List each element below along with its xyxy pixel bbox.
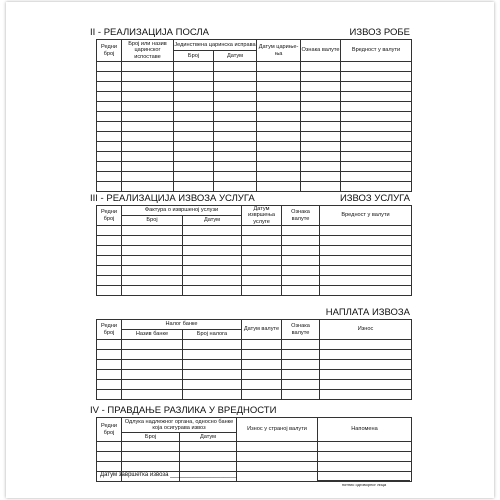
table-row — [97, 182, 412, 192]
header-clearance-date: Датум царињења — [257, 40, 301, 62]
table-row — [97, 162, 412, 172]
table-row — [97, 226, 412, 236]
table-row — [97, 462, 412, 472]
table-row — [97, 236, 412, 246]
table-row — [97, 246, 412, 256]
header-rb: Редни број — [97, 320, 122, 340]
table-row — [97, 102, 412, 112]
table-row — [97, 276, 412, 286]
table-row — [97, 360, 412, 370]
header-value: Вредност у валути — [320, 206, 412, 226]
table-row — [97, 442, 412, 452]
table-row — [97, 172, 412, 182]
table-row — [97, 112, 412, 122]
header-bank-name: Назив банке — [122, 330, 183, 340]
export-payment-table — [96, 319, 412, 400]
section-3-right-title: ИЗВОЗ УСЛУГА — [339, 193, 410, 204]
header-invoice-date: Датум — [183, 216, 242, 226]
header-currency-code: Ознака валуте — [282, 206, 320, 226]
table-row — [97, 152, 412, 162]
header-invoice-number: Број — [122, 216, 183, 226]
table-row — [97, 286, 412, 296]
header-doc-number: Број — [174, 51, 214, 62]
table-row — [97, 452, 412, 462]
services-export-table — [96, 205, 412, 296]
completion-date-label: Датум завршетка извоза ____________________ — [100, 472, 237, 478]
header-foreign-amount: Износ у страној валути — [237, 418, 318, 442]
header-order-number: Број налога — [183, 330, 242, 340]
header-value-date: Датум валуте — [242, 320, 282, 340]
header-rb: Редни број — [97, 40, 122, 62]
goods-export-rows — [97, 62, 412, 192]
header-note: Напомена — [318, 418, 412, 442]
header-customs-office: Број или назив царинског испоставе — [122, 40, 174, 62]
header-bank-order: Налог банке — [122, 320, 242, 330]
table-row — [97, 72, 412, 82]
table-row — [97, 122, 412, 132]
table-row — [97, 142, 412, 152]
services-export-rows — [97, 226, 412, 296]
header-customs-doc: Јединствена царинска исправа — [174, 40, 257, 51]
table-row — [97, 370, 412, 380]
table-row — [97, 256, 412, 266]
header-rb: Редни број — [97, 206, 122, 226]
form-page — [6, 2, 494, 498]
header-decision-number: Број — [122, 433, 180, 442]
header-currency-code: Ознака валуте — [282, 320, 320, 340]
header-amount: Износ — [320, 320, 412, 340]
table-row — [97, 350, 412, 360]
completion-date-line[interactable]: ____________________ — [170, 472, 237, 478]
header-decision: Одлука надлежног органа, односно банке која осигурава извоз — [122, 418, 237, 433]
header-value: Вредност у валути — [341, 40, 412, 62]
table-row — [97, 92, 412, 102]
table-row — [97, 82, 412, 92]
table-row — [97, 266, 412, 276]
section-2-right-title: ИЗВОЗ РОБЕ — [349, 27, 410, 38]
signature-line[interactable] — [318, 480, 410, 481]
table-row — [97, 62, 412, 72]
section-2-title: II - РЕАЛИЗАЦИЈА ПОСЛА — [90, 27, 209, 38]
table-row — [97, 340, 412, 350]
goods-export-table — [96, 39, 412, 192]
table-row — [97, 390, 412, 400]
header-decision-date: Датум — [180, 433, 237, 442]
header-doc-date: Датум — [214, 51, 257, 62]
header-invoice: Фактура о извршеној услузи — [122, 206, 242, 216]
signature-label: потпис одговорног лица — [341, 482, 387, 487]
section-4-title: IV - ПРАВДАЊЕ РАЗЛИКА У ВРЕДНОСТИ — [90, 405, 277, 416]
header-rb: Редни број — [97, 418, 122, 442]
payment-right-title: НАПЛАТА ИЗВОЗА — [325, 307, 410, 318]
export-payment-rows — [97, 340, 412, 400]
table-row — [97, 380, 412, 390]
table-row — [97, 132, 412, 142]
header-service-date: Датум извршења услуге — [242, 206, 282, 226]
section-3-title: III - РЕАЛИЗАЦИЈА ИЗВОЗА УСЛУГА — [90, 193, 255, 204]
header-currency-code: Ознака валуте — [301, 40, 341, 62]
